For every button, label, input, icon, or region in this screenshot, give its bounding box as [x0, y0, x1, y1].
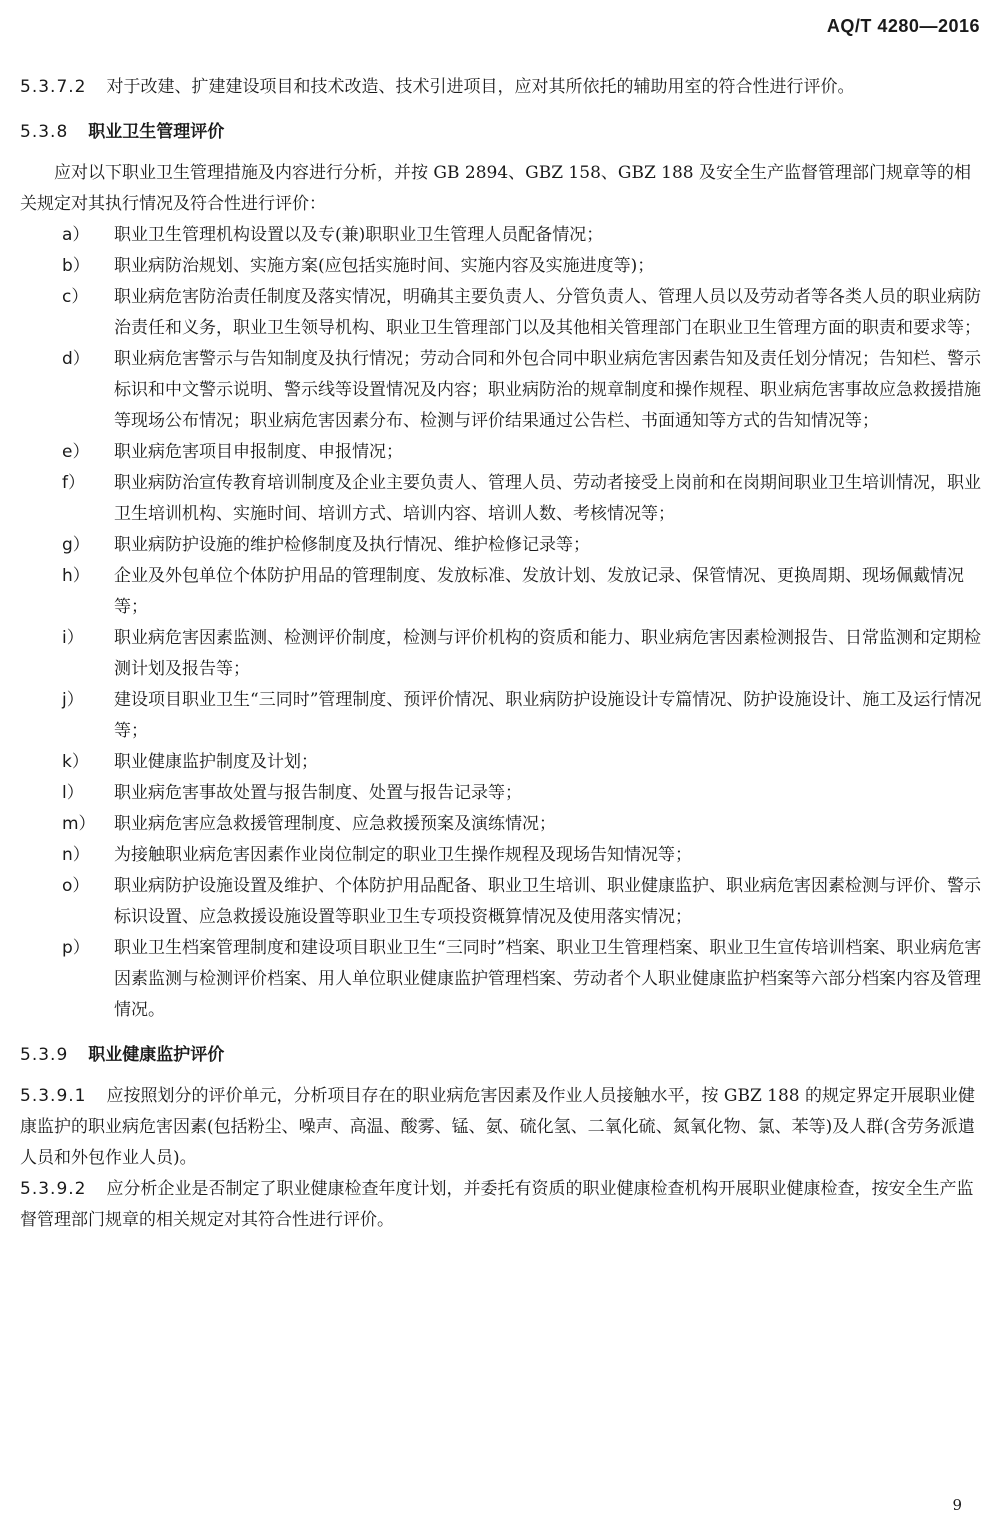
clause-number: 5.3.9.1	[20, 1086, 87, 1106]
section-heading-5-3-8	[20, 117, 982, 148]
list-item-text: 职业病防治规划、实施方案(应包括实施时间、实施内容及实施进度等)；	[114, 256, 655, 276]
management-items-list	[20, 220, 982, 1026]
list-item	[20, 468, 982, 530]
list-marker: o）	[62, 876, 90, 896]
clause-text: 应按照划分的评价单元，分析项目存在的职业病危害因素及作业人员接触水平，按 GBZ 188 的规定界定开展职业健康监护的职业病危害因素(包括粉尘、噪声、高温、酸雾、锰、氨、硫化氢、二氧化硫、氮氧化物、氯、苯等)及人群(含劳务派遣人员和外包作业人员)。	[20, 1086, 976, 1168]
list-item-text: 职业健康监护制度及计划；	[114, 752, 318, 772]
list-marker: f）	[62, 473, 85, 493]
list-item	[20, 747, 982, 778]
clause-number: 5.3.7.2	[20, 77, 87, 97]
list-marker: n）	[62, 845, 90, 865]
list-item-text: 职业病危害事故处置与报告制度、处置与报告记录等；	[114, 783, 522, 803]
list-item-text: 职业卫生档案管理制度和建设项目职业卫生“三同时”档案、职业卫生管理档案、职业卫生宣传培训档案、职业病危害因素监测与检测评价档案、用人单位职业健康监护管理档案、劳动者个人职业健康监护档案等六部分档案内容及管理情况。	[114, 938, 982, 1020]
list-item-text: 职业卫生管理机构设置以及专(兼)职职业卫生管理人员配备情况；	[114, 225, 604, 245]
list-item-text: 为接触职业病危害因素作业岗位制定的职业卫生操作规程及现场告知情况等；	[114, 845, 692, 865]
list-item-text: 职业病防护设施设置及维护、个体防护用品配备、职业卫生培训、职业健康监护、职业病危害因素检测与评价、警示标识设置、应急救援设施设置等职业卫生专项投资概算情况及使用落实情况；	[114, 876, 981, 927]
list-item	[20, 685, 982, 747]
clause-5-3-7-2	[20, 72, 982, 103]
clause-text: 应分析企业是否制定了职业健康检查年度计划，并委托有资质的职业健康检查机构开展职业健康检查，按安全生产监督管理部门规章的相关规定对其符合性进行评价。	[20, 1179, 974, 1230]
list-item-text: 职业病危害应急救援管理制度、应急救援预案及演练情况；	[114, 814, 556, 834]
list-item	[20, 623, 982, 685]
list-item	[20, 840, 982, 871]
list-marker: b）	[62, 256, 90, 276]
list-item	[20, 282, 982, 344]
list-marker: j）	[62, 690, 84, 710]
list-marker: g）	[62, 535, 90, 555]
section-title: 职业卫生管理评价	[88, 122, 225, 142]
list-item	[20, 809, 982, 840]
clause-5-3-9-2	[20, 1174, 982, 1236]
list-item-text: 职业病防治宣传教育培训制度及企业主要负责人、管理人员、劳动者接受上岗前和在岗期间职业卫生培训情况，职业卫生培训机构、实施时间、培训方式、培训内容、培训人数、考核情况等；	[114, 473, 981, 524]
list-item	[20, 437, 982, 468]
section-number: 5.3.8	[20, 122, 69, 142]
page-number: 9	[952, 1496, 962, 1514]
section-title: 职业健康监护评价	[88, 1045, 225, 1065]
list-marker: i）	[62, 628, 84, 648]
clause-number: 5.3.9.2	[20, 1179, 87, 1199]
list-item	[20, 561, 982, 623]
standard-code: AQ/T 4280—2016	[826, 16, 980, 36]
list-item	[20, 871, 982, 933]
list-marker: d）	[62, 349, 90, 369]
clause-text: 对于改建、扩建建设项目和技术改造、技术引进项目，应对其所依托的辅助用室的符合性进行评价。	[106, 77, 855, 97]
list-marker: a）	[62, 225, 90, 245]
list-item-text: 职业病危害防治责任制度及落实情况，明确其主要负责人、分管负责人、管理人员以及劳动者等各类人员的职业病防治责任和义务，职业卫生领导机构、职业卫生管理部门以及其他相关管理部门在职业卫生管理方面的职责和要求等；	[114, 287, 981, 338]
section-number: 5.3.9	[20, 1045, 69, 1065]
list-marker: p）	[62, 938, 90, 958]
list-marker: l）	[62, 783, 84, 803]
list-marker: h）	[62, 566, 90, 586]
list-marker: c）	[62, 287, 89, 307]
list-item-text: 职业病危害警示与告知制度及执行情况；劳动合同和外包合同中职业病危害因素告知及责任划分情况；告知栏、警示标识和中文警示说明、警示线等设置情况及内容；职业病防治的规章制度和操作规程、职业病危害事故应急救援措施等现场公布情况；职业病危害因素分布、检测与评价结果通过公告栏、书面通知等方式的告知情况等；	[114, 349, 981, 431]
list-item	[20, 933, 982, 1026]
document-body	[20, 72, 982, 1236]
list-item	[20, 251, 982, 282]
list-item	[20, 344, 982, 437]
list-item-text: 建设项目职业卫生“三同时”管理制度、预评价情况、职业病防护设施设计专篇情况、防护设施设计、施工及运行情况等；	[114, 690, 982, 741]
list-item	[20, 220, 982, 251]
list-item-text: 职业病危害项目申报制度、申报情况；	[114, 442, 403, 462]
list-marker: e）	[62, 442, 90, 462]
list-item-text: 职业病防护设施的维护检修制度及执行情况、维护检修记录等；	[114, 535, 590, 555]
list-item-text: 职业病危害因素监测、检测评价制度，检测与评价机构的资质和能力、职业病危害因素检测报告、日常监测和定期检测计划及报告等；	[114, 628, 981, 679]
list-item	[20, 778, 982, 809]
clause-5-3-9-1	[20, 1081, 982, 1174]
section-heading-5-3-9	[20, 1040, 982, 1071]
section-intro: 应对以下职业卫生管理措施及内容进行分析，并按 GB 2894、GBZ 158、GBZ 188 及安全生产监督管理部门规章等的相关规定对其执行情况及符合性进行评价：	[20, 163, 972, 214]
list-item	[20, 530, 982, 561]
list-marker: m）	[62, 814, 96, 834]
list-item-text: 企业及外包单位个体防护用品的管理制度、发放标准、发放计划、发放记录、保管情况、更换周期、现场佩戴情况等；	[114, 566, 964, 617]
list-marker: k）	[62, 752, 89, 772]
